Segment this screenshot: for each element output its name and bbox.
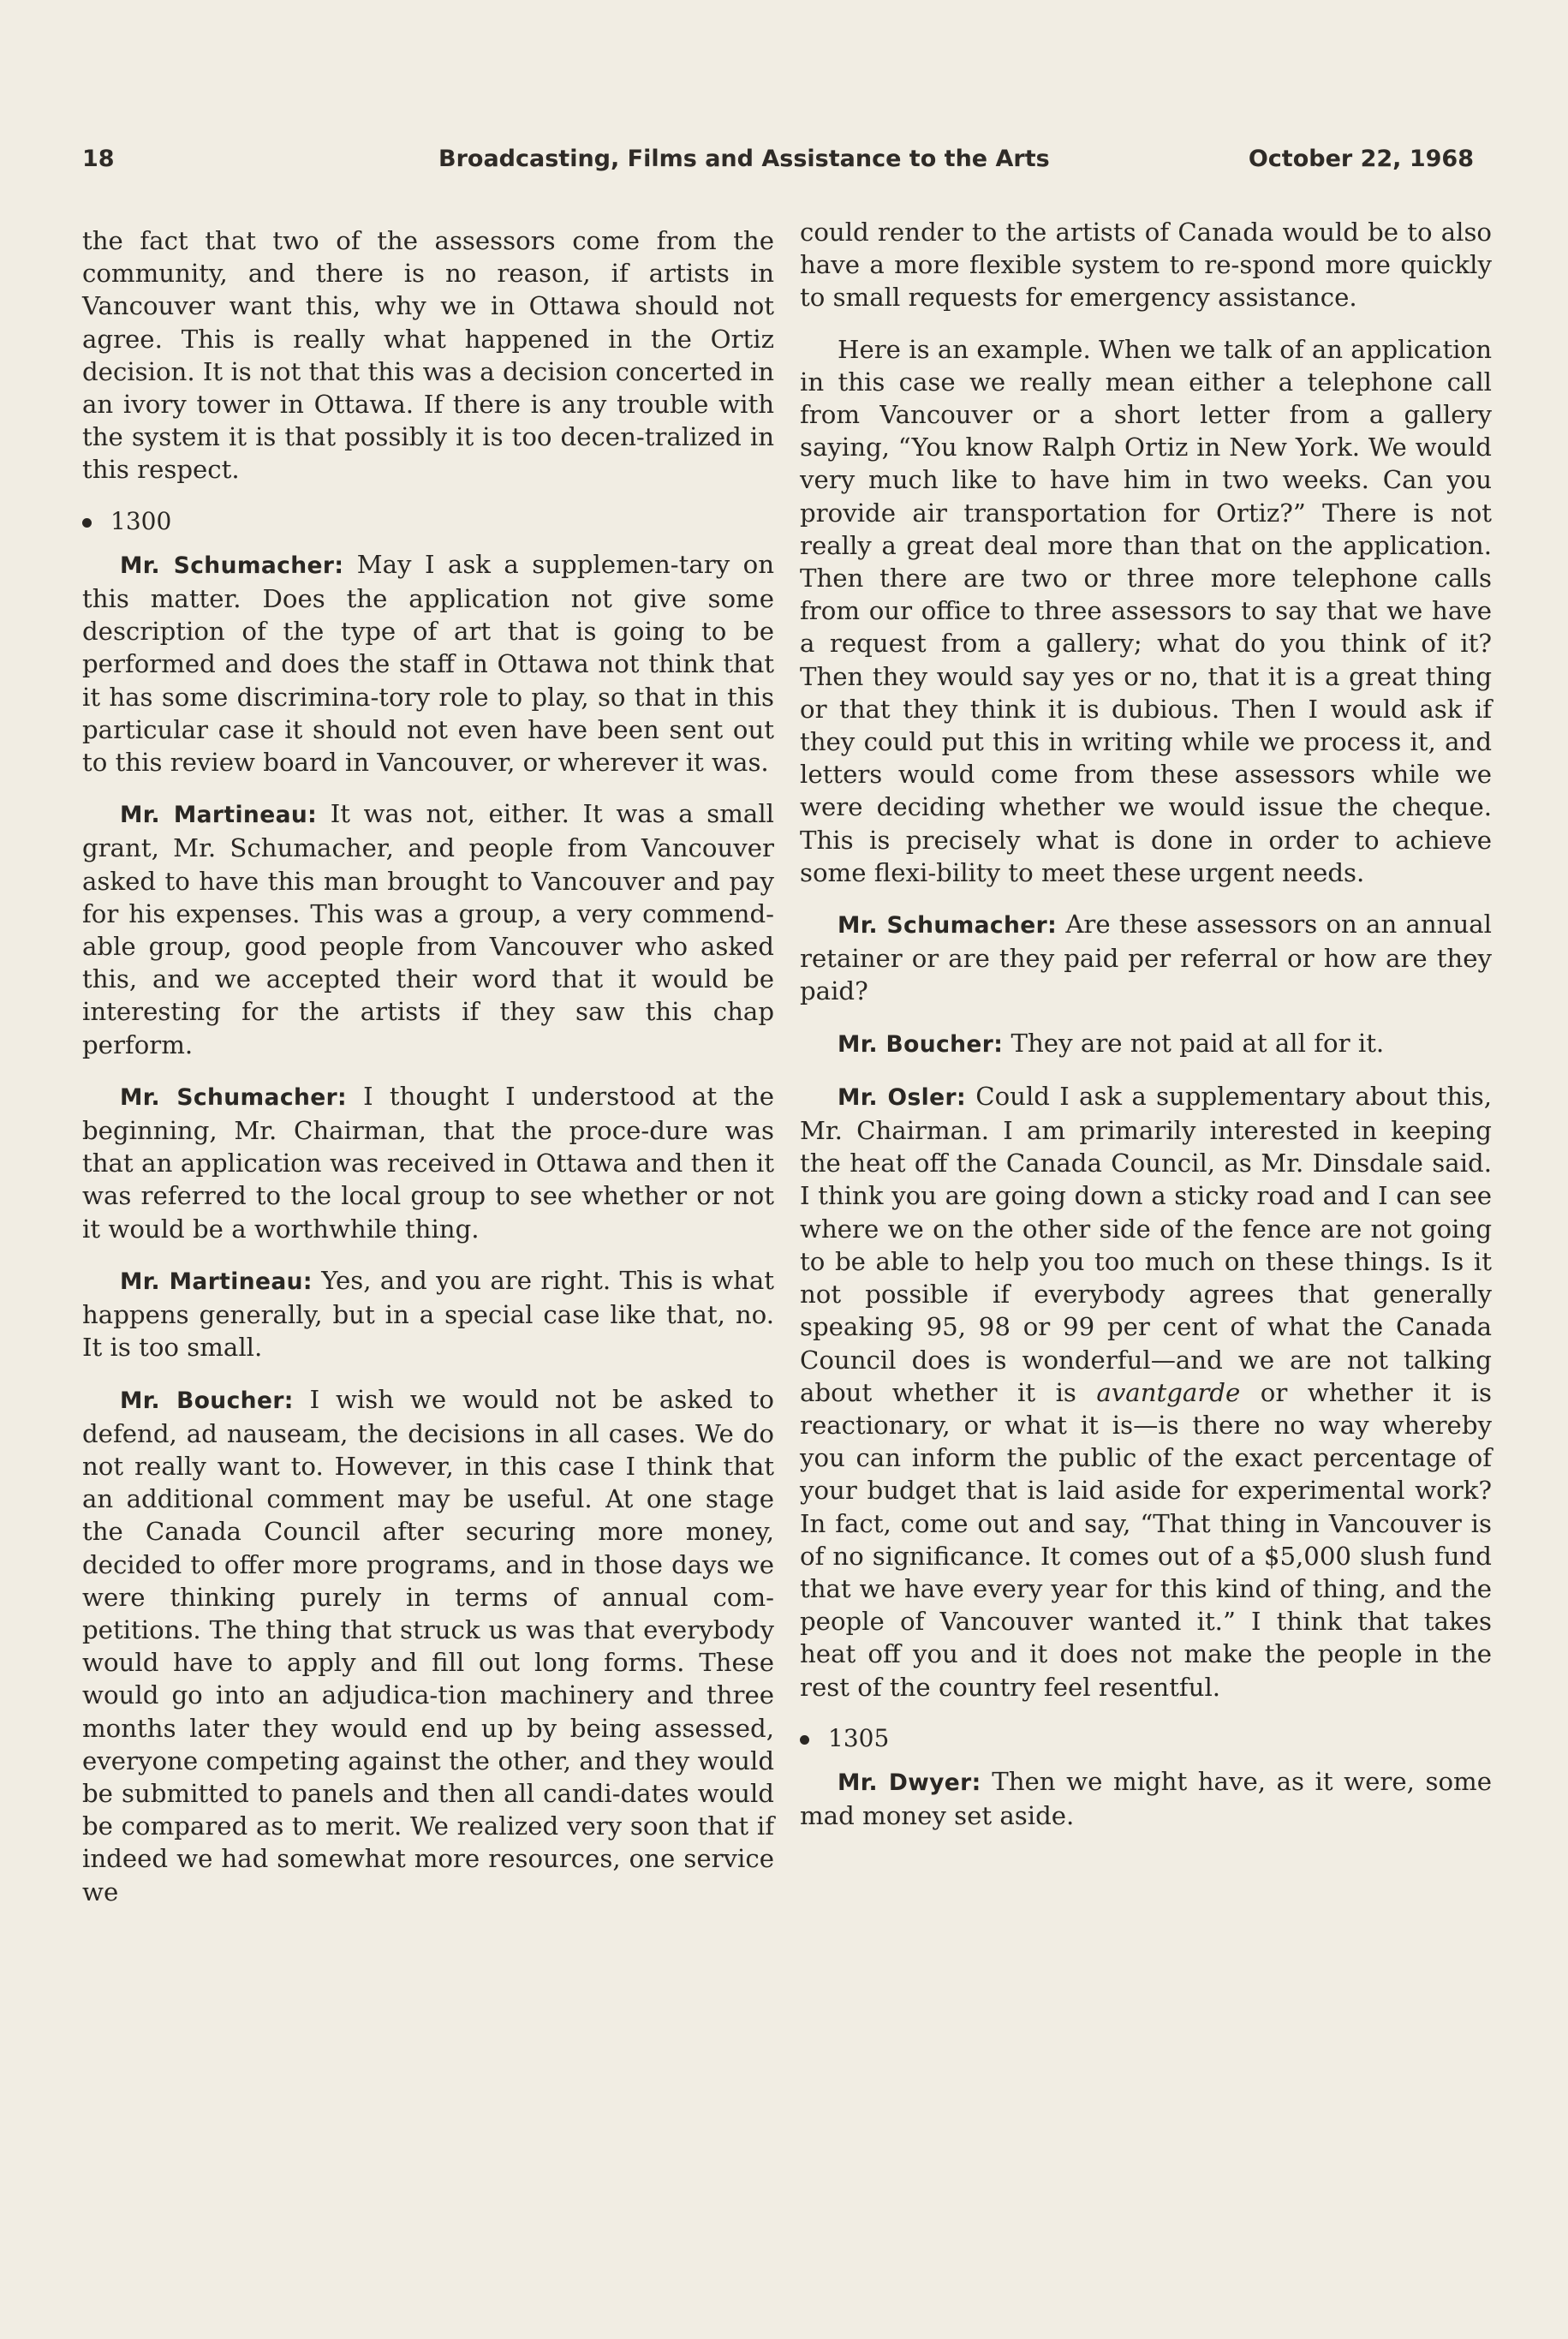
time-marker-label: 1300 <box>110 506 172 535</box>
bullet-icon <box>82 518 92 528</box>
speech-text: I thought I understood at the beginning, Mr. Chairman, that the proce-dure was that an application was received in Ottawa and then it was referred to the local group to see whether or not it would be a worthwhile thing. <box>82 1081 774 1244</box>
paragraph <box>82 1383 774 1908</box>
paragraph <box>800 1080 1492 1704</box>
speech-text: Are these assessors on an annual retainer or are they paid per referral or how are they paid? <box>800 910 1492 1006</box>
speech-text: or whether it is reactionary, or what it is—is there no way whereby you can inform the public of the exact percentage of your budget that is laid aside for experimental work? In fact, come out and say, “That thing in Vancouver is of no significance. It comes out of a $5,000 slush fund that we have every year for this kind of thing, and the people of Vancouver wanted it.” I think that takes heat off you and it does not make the people in the rest of the country feel resentful. <box>800 1377 1493 1702</box>
speaker-name: Mr. Martineau: <box>120 1268 313 1295</box>
page-header <box>82 146 1474 188</box>
running-title: Broadcasting, Films and Assistance to the Arts <box>438 146 1050 172</box>
bullet-icon <box>800 1735 809 1745</box>
speaker-name: Mr. Schumacher: <box>838 912 1058 940</box>
speaker-name: Mr. Boucher: <box>838 1030 1004 1058</box>
paragraph <box>82 1264 774 1364</box>
speaker-name: Mr. Schumacher: <box>120 1083 348 1111</box>
speaker-name: Mr. Boucher: <box>120 1387 294 1414</box>
paragraph <box>82 797 774 1061</box>
paragraph: the fact that two of the assessors come from the community, and there is no reason, if artists in Vancouver want this, why we in Ottawa should not agree. This is really what happened in the Ortiz decision. It is not that this was a decision concerted in an ivory tower in Ottawa. If there is any trouble with the system it is that possibly it is too decen-tralized in this respect. <box>82 226 774 485</box>
time-marker <box>82 505 774 538</box>
speaker-name: Mr. Schumacher: <box>120 552 344 579</box>
page-number: 18 <box>82 146 115 172</box>
speech-text: Yes, and you are right. This is what happens generally, but in a special case like that, no. It is too small. <box>82 1265 775 1363</box>
left-column <box>82 224 774 1927</box>
speech-text: Could I ask a supplementary about this, Mr. Chairman. I am primarily interested in keeping the heat off the Canada Council, as Mr. Dinsdale said. I think you are going down a sticky road and I can see where we on the other side of the fence are not going to be able to help you too much on these things. Is it not possible if everybody agrees that generally speaking 95, 98 or 99 per cent of what the Canada Council does is wonderful—and we are not talking about whether it is <box>800 1081 1492 1407</box>
time-marker-label: 1305 <box>828 1723 890 1752</box>
speaker-name: Mr. Osler: <box>838 1083 966 1111</box>
time-marker <box>800 1722 1492 1755</box>
paragraph <box>800 1765 1492 1832</box>
paragraph <box>800 1027 1492 1061</box>
speech-text: They are not paid at all for it. <box>1003 1028 1385 1058</box>
italic-term: avantgarde <box>1096 1377 1241 1407</box>
paragraph <box>82 1080 774 1245</box>
paragraph <box>82 548 774 779</box>
speaker-name: Mr. Dwyer: <box>838 1769 981 1796</box>
speech-text: It was not, either. It was a small grant, Mr. Schumacher, and people from Vancouver asked to have this man brought to Vancouver and pay for his expenses. This was a group, a very commend-able group, good people from Vancouver who asked this, and we accepted their word that it would be interesting for the artists if they saw this chap perform. <box>82 799 774 1059</box>
speech-text: Then we might have, as it were, some mad money set aside. <box>800 1766 1493 1831</box>
right-column <box>800 216 1492 1851</box>
paragraph <box>800 908 1492 1008</box>
speech-text: May I ask a supplemen-tary on this matter. Does the application not give some description of the type of art that is going to be performed and does the staff in Ottawa not think that it has some discrimina-tory role to play, so that in this particular case it should not even have been sent out to this review board in Vancouver, or wherever it was. <box>82 549 774 778</box>
paragraph: could render to the artists of Canada would be to also have a more flexible system to re-spond more quickly to small requests for emergency assistance. <box>800 218 1492 313</box>
speaker-name: Mr. Martineau: <box>120 802 318 829</box>
paragraph: Here is an example. When we talk of an application in this case we really mean either a telephone call from Vancouver or a short letter from a gallery saying, “You know Ralph Ortiz in New York. We would very much like to have him in two weeks. Can you provide air transportation for Ortiz?” There is not really a great deal more than that on the application. Then there are two or three more telephone calls from our office to three assessors to say that we have a request from a gallery; what do you think of it? Then they would say yes or no, that it is a great thing or that they think it is dubious. Then I would ask if they could put this in writing while we process it, and letters would come from these assessors while we were deciding whether we would issue the cheque. This is precisely what is done in order to achieve some flexi-bility to meet these urgent needs. <box>800 334 1492 887</box>
header-date: October 22, 1968 <box>1248 146 1474 172</box>
speech-text: I wish we would not be asked to defend, ad nauseam, the decisions in all cases. We do not really want to. However, in this case I think that an additional comment may be useful. At one stage the Canada Council after securing more money, decided to offer more programs, and in those days we were thinking purely in terms of annual com-petitions. The thing that struck us was that everybody would have to apply and fill out long forms. These would go into an adjudica-tion machinery and three months later they would end up by being assessed, everyone competing against the other, and they would be submitted to panels and then all candi-dates would be compared as to merit. We realized very soon that if indeed we had somewhat more resources, one service we <box>82 1384 774 1906</box>
